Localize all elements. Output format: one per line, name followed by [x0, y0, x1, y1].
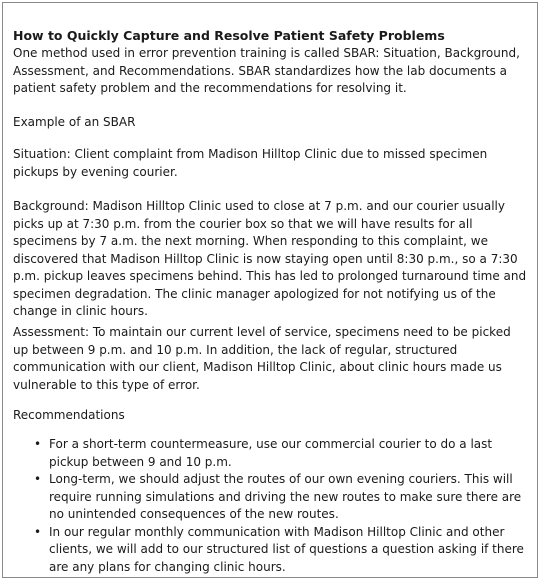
list-item	[34, 524, 528, 577]
document-frame	[2, 2, 538, 578]
recommendation-text: For a short-term countermeasure, use our commercial courier to do a last pickup between 9 and 10 p.m.	[49, 437, 493, 469]
intro-paragraph: One method used in error prevention training is called SBAR: Situation, Background, Assessment, and Recommendations. SBAR standardizes how the lab documents a patient safety problem and the recommendations for resolving it.	[13, 46, 520, 95]
list-item	[34, 436, 528, 471]
bullet-icon: •	[34, 524, 42, 539]
list-item	[34, 471, 528, 524]
situation-paragraph: Situation: Client complaint from Madison Hilltop Clinic due to missed specimen pickups by evening courier.	[13, 147, 488, 179]
assessment-paragraph: Assessment: To maintain our current level of service, specimens need to be picked up between 9 p.m. and 10 p.m. In addition, the lack of regular, structured communication with our client, Madison Hilltop Clinic, about clinic hours made us vulnerable to this type of error.	[13, 325, 511, 392]
recommendations-heading: Recommendations	[13, 408, 125, 422]
recommendation-text: In our regular monthly communication with Madison Hilltop Clinic and other clients, we will add to our structured list of questions a question asking if there are any plans for changing clinic hours.	[49, 524, 524, 574]
example-heading: Example of an SBAR	[13, 115, 136, 129]
background-paragraph: Background: Madison Hilltop Clinic used to close at 7 p.m. and our courier usually picks up at 7:30 p.m. from the courier box so that we will have results for all specimens by 7 a.m. the next morning. When responding to this complaint, we discovered that Madison Hilltop Clinic is now staying open until 8:30 p.m., so a 7:30 p.m. pickup leaves specimens behind. This has led to prolonged turnaround time and specimen degradation. The clinic manager apologized for not notifying us of the change in clinic hours.	[13, 199, 527, 318]
bullet-icon: •	[34, 437, 42, 451]
recommendations-list	[13, 436, 528, 576]
bullet-icon: •	[34, 472, 42, 486]
recommendation-text: Long-term, we should adjust the routes of our own evening couriers. This will require running simulations and driving the new routes to make sure there are no unintended consequences of the new routes.	[49, 472, 522, 521]
document-title: How to Quickly Capture and Resolve Patient Safety Problems	[13, 28, 445, 43]
